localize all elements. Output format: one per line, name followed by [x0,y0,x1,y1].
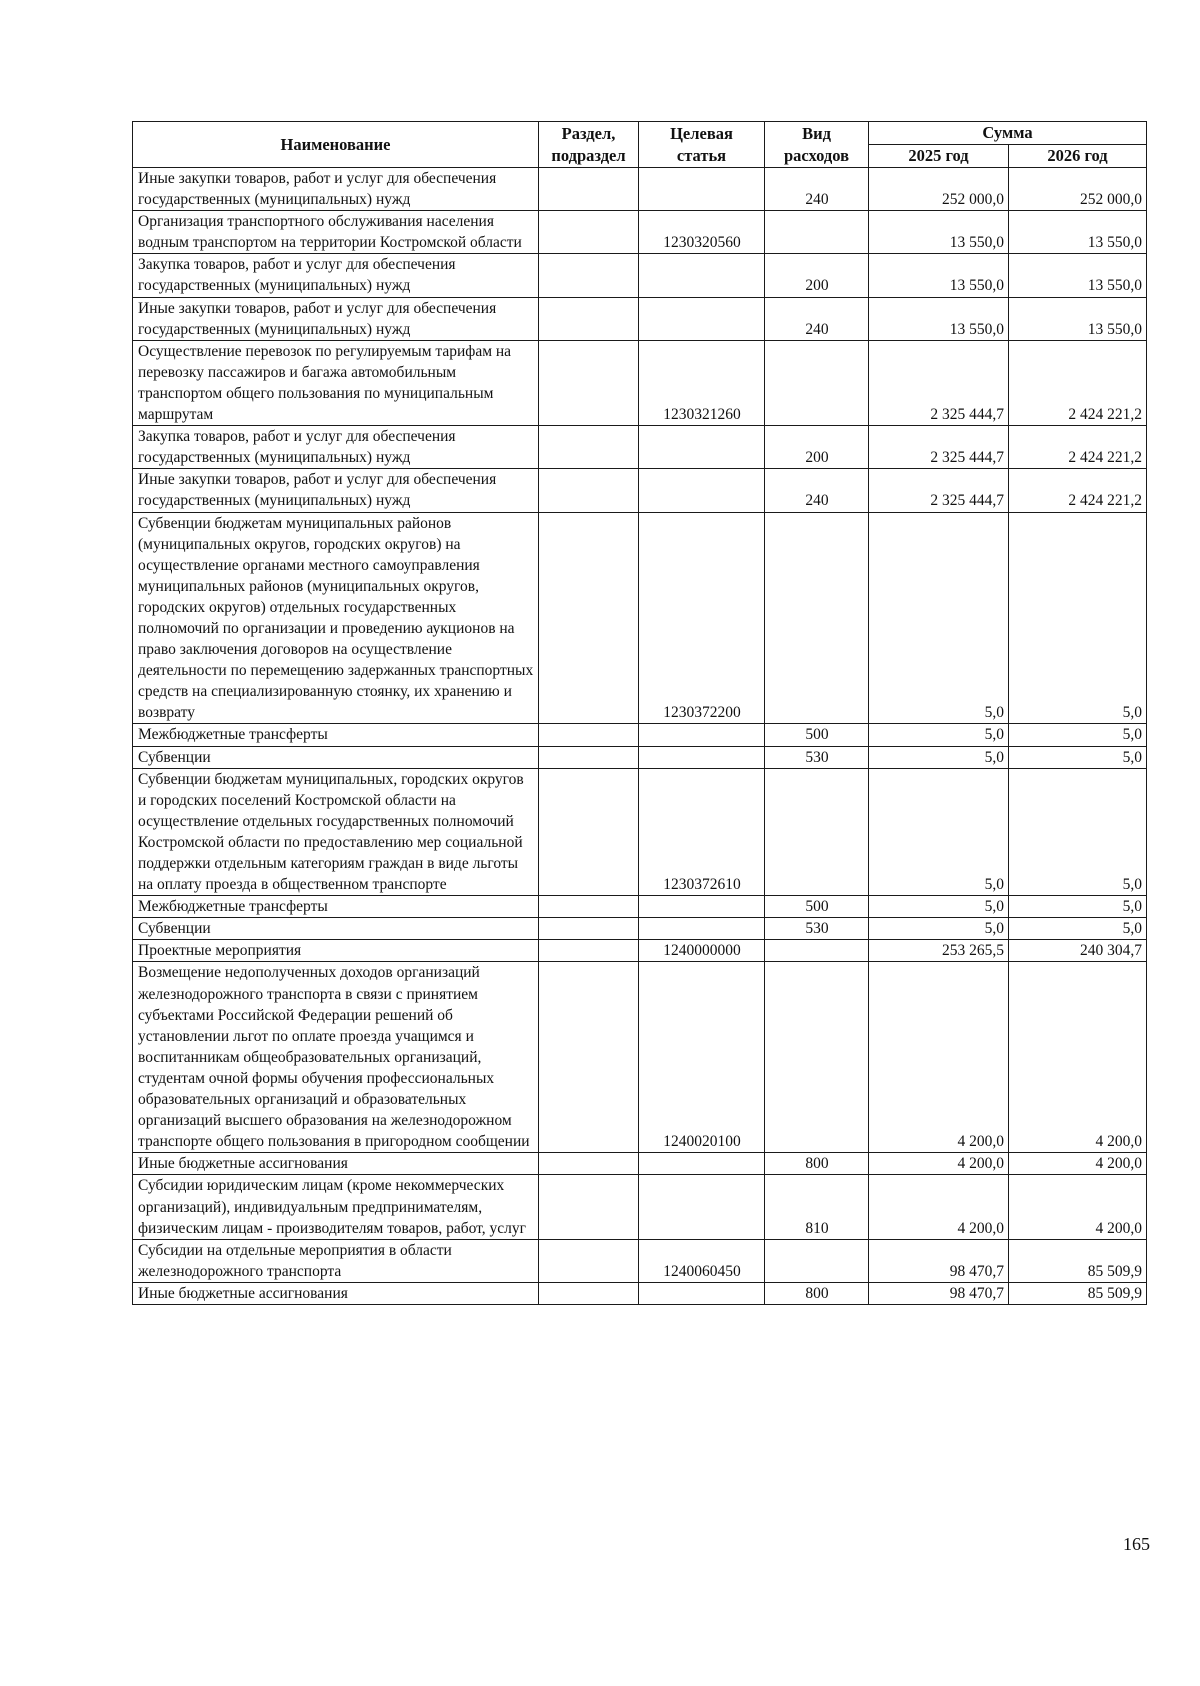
sum-2025-cell: 5,0 [869,512,1009,724]
sum-2025-cell: 4 200,0 [869,1153,1009,1175]
section-cell [539,768,639,896]
target-cell [639,426,765,469]
table-row [133,1175,1147,1239]
table-body [133,168,1147,1305]
table-row [133,512,1147,724]
sum-2026-cell: 240 304,7 [1009,940,1147,962]
header-sum: Сумма [869,122,1147,145]
name-cell: Иные бюджетные ассигнования [133,1153,539,1175]
sum-2026-cell: 2 424 221,2 [1009,426,1147,469]
section-cell [539,1282,639,1304]
header-name: Наименование [133,122,539,168]
sum-2026-cell: 5,0 [1009,918,1147,940]
sum-2025-cell: 2 325 444,7 [869,469,1009,512]
kind-cell: 240 [765,297,869,340]
header-section [539,122,639,168]
section-cell [539,469,639,512]
kind-cell: 500 [765,896,869,918]
name-cell: Закупка товаров, работ и услуг для обеспечения государственных (муниципальных) нужд [133,426,539,469]
target-cell [639,297,765,340]
target-cell: 1240060450 [639,1239,765,1282]
header-year-2025: 2025 год [869,145,1009,168]
name-cell: Субсидии на отдельные мероприятия в области железнодорожного транспорта [133,1239,539,1282]
section-cell [539,1175,639,1239]
target-cell [639,1175,765,1239]
sum-2026-cell: 13 550,0 [1009,254,1147,297]
kind-cell: 810 [765,1175,869,1239]
section-cell [539,962,639,1153]
kind-cell: 500 [765,724,869,746]
sum-2025-cell: 98 470,7 [869,1282,1009,1304]
sum-2025-cell: 4 200,0 [869,1175,1009,1239]
table-row [133,896,1147,918]
sum-2025-cell: 253 265,5 [869,940,1009,962]
sum-2026-cell: 5,0 [1009,746,1147,768]
name-cell: Межбюджетные трансферты [133,896,539,918]
kind-cell: 800 [765,1282,869,1304]
sum-2026-cell: 4 200,0 [1009,962,1147,1153]
sum-2025-cell: 13 550,0 [869,254,1009,297]
sum-2026-cell: 2 424 221,2 [1009,469,1147,512]
kind-cell: 240 [765,168,869,211]
name-cell: Организация транспортного обслуживания населения водным транспортом на территории Костромской области [133,211,539,254]
table-row [133,469,1147,512]
name-cell: Субсидии юридическим лицам (кроме некоммерческих организаций), индивидуальным предпринимателям, физическим лицам - производителям товаров, работ, услуг [133,1175,539,1239]
table-row [133,1239,1147,1282]
target-cell [639,469,765,512]
sum-2026-cell: 13 550,0 [1009,297,1147,340]
sum-2025-cell: 5,0 [869,724,1009,746]
name-cell: Межбюджетные трансферты [133,724,539,746]
table-row [133,1282,1147,1304]
name-cell: Осуществление перевозок по регулируемым тарифам на перевозку пассажиров и багажа автомобильным транспортом общего пользования по муниципальным маршрутам [133,340,539,425]
target-cell: 1240020100 [639,962,765,1153]
header-target [639,122,765,168]
kind-cell [765,768,869,896]
header-year-2026: 2026 год [1009,145,1147,168]
kind-cell: 200 [765,254,869,297]
sum-2025-cell: 5,0 [869,896,1009,918]
section-cell [539,1239,639,1282]
sum-2026-cell: 85 509,9 [1009,1282,1147,1304]
sum-2026-cell: 5,0 [1009,768,1147,896]
sum-2026-cell: 2 424 221,2 [1009,340,1147,425]
kind-cell: 530 [765,746,869,768]
table-row [133,340,1147,425]
page-number: 165 [1123,1534,1150,1554]
header-kind-line1: Вид [802,123,831,143]
kind-cell [765,1239,869,1282]
sum-2026-cell: 252 000,0 [1009,168,1147,211]
sum-2026-cell: 85 509,9 [1009,1239,1147,1282]
target-cell [639,918,765,940]
target-cell: 1230321260 [639,340,765,425]
section-cell [539,168,639,211]
sum-2026-cell: 5,0 [1009,512,1147,724]
section-cell [539,724,639,746]
target-cell: 1230372610 [639,768,765,896]
section-cell [539,918,639,940]
name-cell: Возмещение недополученных доходов организаций железнодорожного транспорта в связи с принятием субъектами Российской Федерации решений об установлении льгот по оплате проезда учащимся и воспитанникам общеобразовательных организаций, студентам очной формы обучения профессиональных образовательных организаций и образовательных организаций высшего образования на железнодорожном транспорте общего пользования в пригородном сообщении [133,962,539,1153]
sum-2025-cell: 13 550,0 [869,211,1009,254]
target-cell [639,168,765,211]
table-row [133,940,1147,962]
section-cell [539,254,639,297]
section-cell [539,340,639,425]
name-cell: Иные бюджетные ассигнования [133,1282,539,1304]
target-cell [639,746,765,768]
kind-cell: 240 [765,469,869,512]
table-row [133,297,1147,340]
name-cell: Иные закупки товаров, работ и услуг для обеспечения государственных (муниципальных) нужд [133,297,539,340]
sum-2025-cell: 5,0 [869,918,1009,940]
section-cell [539,512,639,724]
kind-cell [765,962,869,1153]
table-row [133,1153,1147,1175]
section-cell [539,211,639,254]
section-cell [539,940,639,962]
table-row [133,746,1147,768]
kind-cell [765,211,869,254]
table-header [133,122,1147,168]
section-cell [539,896,639,918]
table-row [133,962,1147,1153]
section-cell [539,746,639,768]
sum-2025-cell: 252 000,0 [869,168,1009,211]
table-row [133,724,1147,746]
section-cell [539,297,639,340]
table-row [133,168,1147,211]
header-target-line1: Целевая [670,123,733,143]
name-cell: Иные закупки товаров, работ и услуг для обеспечения государственных (муниципальных) нужд [133,168,539,211]
name-cell: Проектные мероприятия [133,940,539,962]
sum-2026-cell: 4 200,0 [1009,1175,1147,1239]
table-row [133,254,1147,297]
target-cell [639,1282,765,1304]
name-cell: Субвенции бюджетам муниципальных районов (муниципальных округов, городских округов) на осуществление органами местного самоуправления муниципальных районов (муниципальных округов, городских округов) отдельных государственных полномочий по организации и проведению аукционов на право заключения договоров на осуществление деятельности по перемещению задержанных транспортных средств на специализированную стоянку, их хранению и возврату [133,512,539,724]
target-cell [639,724,765,746]
kind-cell [765,340,869,425]
sum-2025-cell: 5,0 [869,768,1009,896]
kind-cell: 800 [765,1153,869,1175]
name-cell: Субвенции [133,746,539,768]
name-cell: Субвенции бюджетам муниципальных, городских округов и городских поселений Костромской области на осуществление отдельных государственных полномочий Костромской области по предоставлению мер социальной поддержки отдельным категориям граждан в виде льготы на оплату проезда в общественном транспорте [133,768,539,896]
kind-cell: 530 [765,918,869,940]
sum-2025-cell: 98 470,7 [869,1239,1009,1282]
sum-2026-cell: 5,0 [1009,724,1147,746]
sum-2025-cell: 4 200,0 [869,962,1009,1153]
kind-cell [765,512,869,724]
sum-2025-cell: 5,0 [869,746,1009,768]
table-row [133,426,1147,469]
budget-table [132,121,1147,1305]
sum-2026-cell: 5,0 [1009,896,1147,918]
target-cell [639,254,765,297]
header-section-line2: подраздел [551,145,626,165]
name-cell: Субвенции [133,918,539,940]
target-cell [639,896,765,918]
name-cell: Иные закупки товаров, работ и услуг для обеспечения государственных (муниципальных) нужд [133,469,539,512]
target-cell: 1230320560 [639,211,765,254]
header-kind [765,122,869,168]
section-cell [539,1153,639,1175]
name-cell: Закупка товаров, работ и услуг для обеспечения государственных (муниципальных) нужд [133,254,539,297]
target-cell [639,1153,765,1175]
sum-2025-cell: 2 325 444,7 [869,340,1009,425]
table-row [133,211,1147,254]
table-row [133,918,1147,940]
section-cell [539,426,639,469]
kind-cell [765,940,869,962]
sum-2026-cell: 13 550,0 [1009,211,1147,254]
kind-cell: 200 [765,426,869,469]
sum-2025-cell: 13 550,0 [869,297,1009,340]
table-row [133,768,1147,896]
header-target-line2: статья [676,145,727,165]
sum-2025-cell: 2 325 444,7 [869,426,1009,469]
sum-2026-cell: 4 200,0 [1009,1153,1147,1175]
target-cell: 1230372200 [639,512,765,724]
target-cell: 1240000000 [639,940,765,962]
header-kind-line2: расходов [783,145,850,165]
header-section-line1: Раздел, [561,123,616,143]
